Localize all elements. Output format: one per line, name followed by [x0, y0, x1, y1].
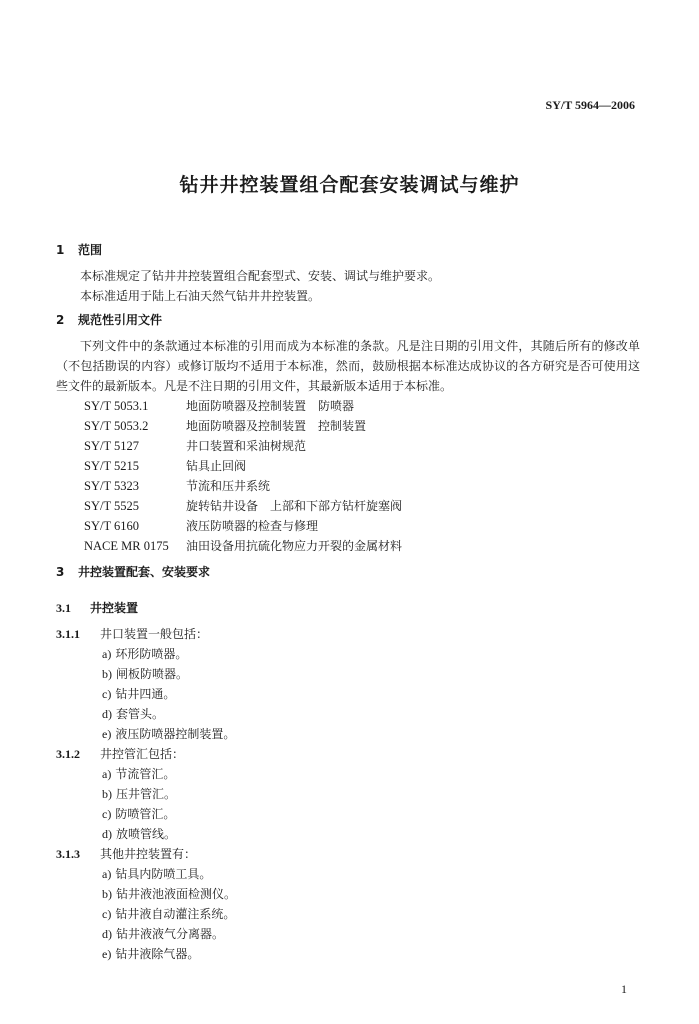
reference-row	[56, 416, 640, 436]
reference-row	[56, 496, 640, 516]
reference-code: NACE MR 0175	[84, 539, 169, 553]
list-item	[56, 924, 640, 944]
list-mark: b)	[102, 887, 112, 901]
reference-row	[56, 476, 640, 496]
section-1-title: 范围	[78, 243, 103, 257]
clause-number: 3.1.2	[56, 747, 80, 761]
list-item	[56, 784, 640, 804]
section-2-number: 2	[56, 313, 65, 327]
list-text: 钻井四通。	[115, 687, 176, 701]
list-item	[56, 804, 640, 824]
list-mark: d)	[102, 927, 112, 941]
list-text: 钻井液池液面检测仪。	[116, 887, 237, 901]
reference-row	[56, 516, 640, 536]
list-text: 环形防喷器。	[115, 647, 188, 661]
list-item	[56, 944, 640, 964]
clause-text: 井控管汇包括：	[100, 747, 185, 761]
list-item	[56, 824, 640, 844]
section-1-number: 1	[56, 243, 65, 257]
reference-title: 井口装置和采油树规范	[186, 439, 307, 453]
reference-title: 钻具止回阀	[186, 459, 247, 473]
list-item	[56, 664, 640, 684]
clause-3-1-1	[56, 624, 640, 644]
clause-number: 3.1.1	[56, 627, 80, 641]
list-item	[56, 904, 640, 924]
section-3-title: 井控装置配套、安装要求	[78, 565, 211, 579]
section-3-number: 3	[56, 565, 65, 579]
reference-title: 节流和压井系统	[186, 479, 271, 493]
list-item	[56, 724, 640, 744]
reference-row	[56, 456, 640, 476]
list-mark: e)	[102, 947, 112, 961]
list-text: 钻井液自动灌注系统。	[115, 907, 236, 921]
scope-paragraph-1: 本标准规定了钻井井控装置组合配套型式、安装、调试与维护要求。	[80, 269, 441, 283]
reference-row	[56, 436, 640, 456]
list-item	[56, 764, 640, 784]
references-intro-paragraph: 下列文件中的条款通过本标准的引用而成为本标准的条款。凡是注日期的引用文件，其随后所有的修改单（不包括勘误的内容）或修订版均不适用于本标准，然而，鼓励根据本标准达成协议的各方研究是否可使用这些文件的最新版本。凡是不注日期的引用文件，其最新版本适用于本标准。	[56, 339, 640, 393]
list-text: 钻井液液气分离器。	[116, 927, 225, 941]
section-3-1-number: 3.1	[56, 601, 71, 615]
list-item	[56, 644, 640, 664]
document-body	[56, 240, 640, 964]
reference-title: 地面防喷器及控制装置 防喷器	[186, 399, 355, 413]
list-mark: a)	[102, 767, 112, 781]
list-item	[56, 684, 640, 704]
list-mark: c)	[102, 687, 112, 701]
reference-title: 旋转钻井设备 上部和下部方钻杆旋塞阀	[186, 499, 403, 513]
standard-code: SY/T 5964—2006	[545, 98, 635, 112]
scope-paragraph-2: 本标准适用于陆上石油天然气钻井井控装置。	[80, 289, 321, 303]
list-text: 节流管汇。	[115, 767, 176, 781]
list-text: 钻井液除气器。	[115, 947, 200, 961]
list-mark: e)	[102, 727, 112, 741]
list-mark: d)	[102, 707, 112, 721]
section-3-1-heading	[56, 598, 640, 618]
clause-number: 3.1.3	[56, 847, 80, 861]
list-text: 压井管汇。	[116, 787, 177, 801]
reference-row	[56, 536, 640, 556]
list-item	[56, 884, 640, 904]
list-item	[56, 704, 640, 724]
clause-text: 其他井控装置有：	[100, 847, 197, 861]
clause-3-1-3	[56, 844, 640, 864]
reference-title: 地面防喷器及控制装置 控制装置	[186, 419, 367, 433]
document-title: 钻井井控装置组合配套安装调试与维护	[179, 174, 520, 196]
list-text: 液压防喷器控制装置。	[115, 727, 236, 741]
clause-3-1-2	[56, 744, 640, 764]
reference-row	[56, 396, 640, 416]
reference-code: SY/T 5127	[84, 439, 139, 453]
list-mark: a)	[102, 867, 112, 881]
list-mark: d)	[102, 827, 112, 841]
reference-code: SY/T 5053.2	[84, 419, 149, 433]
reference-code: SY/T 5525	[84, 499, 139, 513]
list-mark: a)	[102, 647, 112, 661]
section-3-heading	[56, 562, 640, 582]
list-text: 闸板防喷器。	[116, 667, 189, 681]
section-2-heading	[56, 310, 640, 330]
list-text: 防喷管汇。	[115, 807, 176, 821]
list-text: 套管头。	[116, 707, 165, 721]
list-mark: c)	[102, 907, 112, 921]
list-mark: b)	[102, 787, 112, 801]
list-mark: c)	[102, 807, 112, 821]
reference-title: 液压防喷器的检查与修理	[186, 519, 319, 533]
reference-title: 油田设备用抗硫化物应力开裂的金属材料	[186, 539, 403, 553]
reference-code: SY/T 5053.1	[84, 399, 149, 413]
page-number: 1	[621, 982, 627, 996]
reference-code: SY/T 6160	[84, 519, 139, 533]
clause-text: 井口装置一般包括：	[100, 627, 209, 641]
reference-code: SY/T 5323	[84, 479, 139, 493]
list-text: 放喷管线。	[116, 827, 177, 841]
section-3-1-title: 井控装置	[90, 601, 139, 615]
reference-code: SY/T 5215	[84, 459, 139, 473]
list-text: 钻具内防喷工具。	[115, 867, 212, 881]
section-1-heading	[56, 240, 640, 260]
section-2-title: 规范性引用文件	[78, 313, 163, 327]
list-mark: b)	[102, 667, 112, 681]
reference-list	[56, 396, 640, 556]
list-item	[56, 864, 640, 884]
